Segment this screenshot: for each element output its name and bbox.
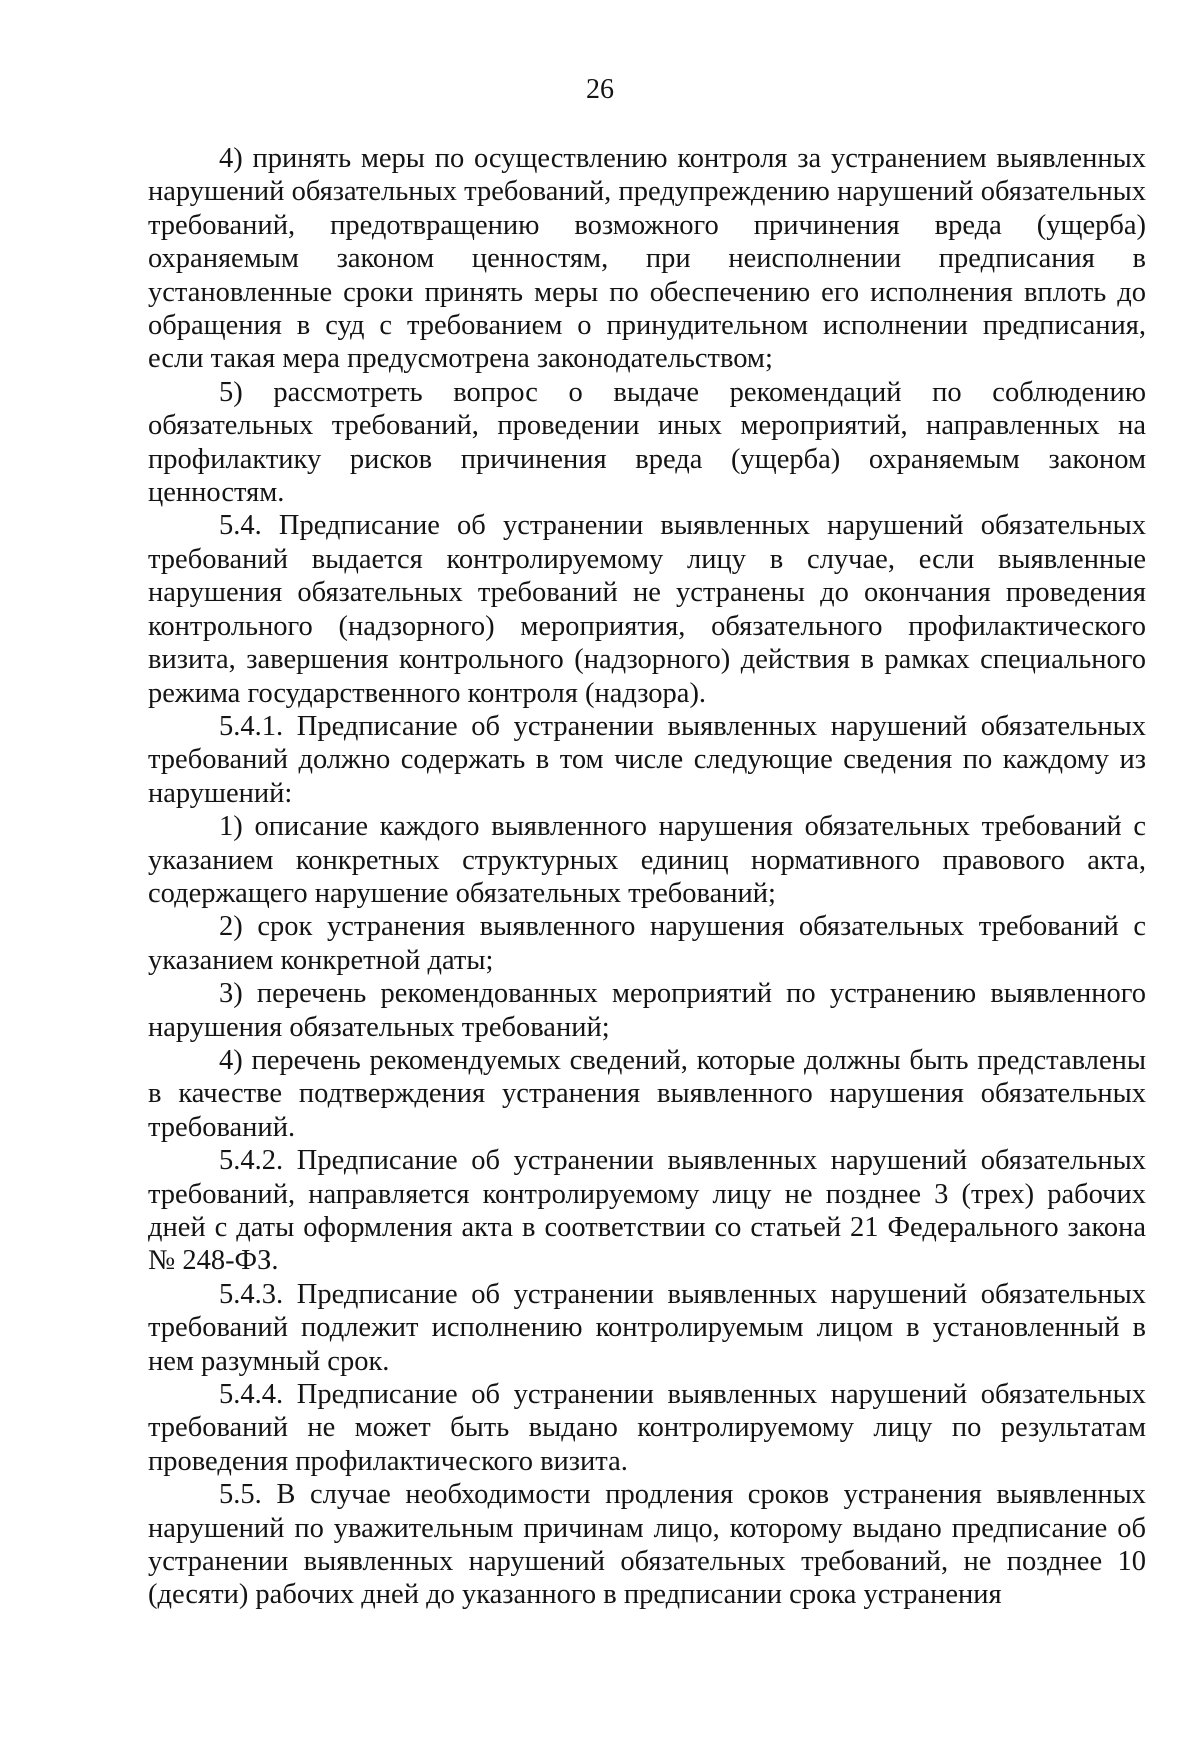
paragraph-5-4-1-item-1: 1) описание каждого выявленного нарушения обязательных требований с указанием конкретных структурных единиц нормативного правового акта, содержащего нарушение обязательных требований; <box>148 811 1146 909</box>
paragraph-item-4: 4) принять меры по осуществлению контроля за устранением выявленных нарушений обязательных требований, предупреждению нарушений обязательных требований, предотвращению возможного причинения вреда (ущерба) охраняемым законом ценностям, при неисполнении предписания в установленные сроки принять меры по обеспечению его исполнения вплоть до обращения в суд с требованием о принудительном исполнении предписания, если такая мера предусмотрена законодательством; <box>148 143 1146 375</box>
paragraph-item-5: 5) рассмотреть вопрос о выдаче рекомендаций по соблюдению обязательных требований, проведении иных мероприятий, направленных на профилактику рисков причинения вреда (ущерба) охраняемым законом ценностям. <box>148 376 1146 509</box>
document-body <box>148 142 1146 1612</box>
paragraph-5-4: 5.4. Предписание об устранении выявленных нарушений обязательных требований выдается контролируемому лицу в случае, если выявленные нарушения обязательных требований не устранены до окончания проведения контрольного (надзорного) мероприятия, обязательного профилактического визита, завершения контрольного (надзорного) действия в рамках специального режима государственного контроля (надзора). <box>148 510 1146 709</box>
paragraph-5-4-4: 5.4.4. Предписание об устранении выявленных нарушений обязательных требований не может быть выдано контролируемому лицу по результатам проведения профилактического визита. <box>148 1379 1146 1477</box>
paragraph-5-4-1-item-2: 2) срок устранения выявленного нарушения обязательных требований с указанием конкретной даты; <box>148 911 1146 976</box>
paragraph-5-4-1-item-3: 3) перечень рекомендованных мероприятий по устранению выявленного нарушения обязательных требований; <box>148 978 1146 1043</box>
paragraph-5-5: 5.5. В случае необходимости продления сроков устранения выявленных нарушений по уважительным причинам лицо, которому выдано предписание об устранении выявленных нарушений обязательных требований, не позднее 10 (десяти) рабочих дней до указанного в предписании срока устранения <box>148 1479 1146 1611</box>
paragraph-5-4-1-item-4: 4) перечень рекомендуемых сведений, которые должны быть представлены в качестве подтверждения устранения выявленного нарушения обязательных требований. <box>148 1044 1146 1143</box>
page-number: 26 <box>586 74 614 105</box>
paragraph-5-4-3: 5.4.3. Предписание об устранении выявленных нарушений обязательных требований подлежит исполнению контролируемым лицом в установленный в нем разумный срок. <box>148 1278 1146 1377</box>
paragraph-5-4-1: 5.4.1. Предписание об устранении выявленных нарушений обязательных требований должно содержать в том числе следующие сведения по каждому из нарушений: <box>148 710 1146 809</box>
paragraph-5-4-2: 5.4.2. Предписание об устранении выявленных нарушений обязательных требований, направляется контролируемому лицу не позднее 3 (трех) рабочих дней с даты оформления акта в соответствии со статьей 21 Федерального закона № 248-ФЗ. <box>148 1145 1146 1277</box>
